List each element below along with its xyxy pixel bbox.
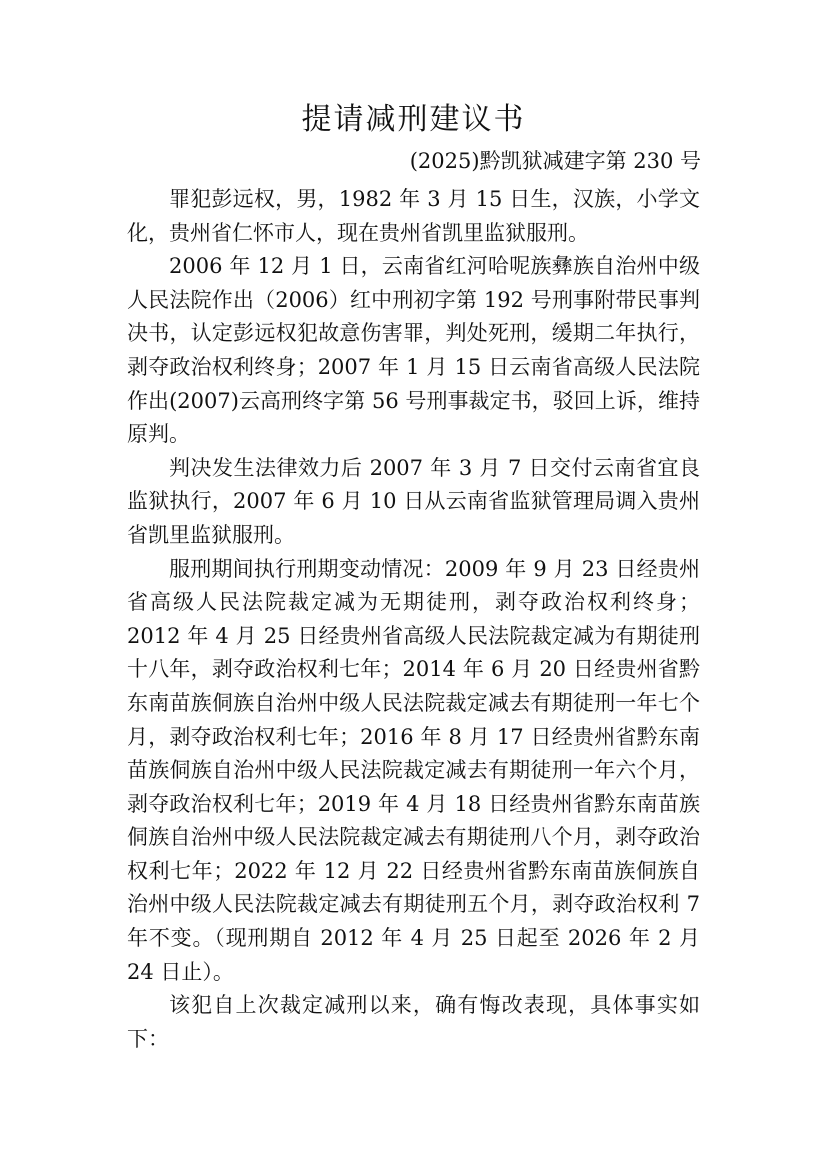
paragraph-facts-intro: 该犯自上次裁定减刑以来，确有悔改表现，具体事实如下： [127,993,700,1051]
paragraph-original-judgment: 2006 年 12 月 1 日，云南省红河哈呢族彝族自治州中级人民法院作出（2006）红中刑初字第 192 号刑事附带民事判决书，认定彭远权犯故意伤害罪，判处死刑，缓期二年执行，剥夺政治权利终身；2007 年 1 月 15 日云南省高级人民法院作出(2007)云高刑终字第 56 号刑事裁定书，驳回上诉，维持原判。 [127,254,700,447]
paragraph-offender-info: 罪犯彭远权，男，1982 年 3 月 15 日生，汉族，小学文化，贵州省仁怀市人，现在贵州省凯里监狱服刑。 [127,187,700,245]
paragraph-transfer: 判决发生法律效力后 2007 年 3 月 7 日交付云南省宜良监狱执行，2007 年 6 月 10 日从云南省监狱管理局调入贵州省凯里监狱服刑。 [127,455,700,547]
document-title: 提请减刑建议书 [301,102,526,137]
document-number: (2025)黔凯狱减建字第 230 号 [409,149,701,173]
document-body [127,183,700,1056]
paragraph-sentence-changes: 服刑期间执行刑期变动情况：2009 年 9 月 23 日经贵州省高级人民法院裁定减为无期徒刑，剥夺政治权利终身；2012 年 4 月 25 日经贵州省高级人民法院裁定减为有期徒刑十八年，剥夺政治权利七年；2014 年 6 月 20 日经贵州省黔东南苗族侗族自治州中级人民法院裁定减去有期徒刑一年七个月，剥夺政治权利七年；2016 年 8 月 17 日经贵州省黔东南苗族侗族自治州中级人民法院裁定减去有期徒刑一年六个月，剥夺政治权利七年；2019 年 4 月 18 日经贵州省黔东南苗族侗族自治州中级人民法院裁定减去有期徒刑八个月，剥夺政治权利七年；2022 年 12 月 22 日经贵州省黔东南苗族侗族自治州中级人民法院裁定减去有期徒刑五个月，剥夺政治权利 7 年不变。（现刑期自 2012 年 4 月 25 日起至 2026 年 2 月 24 日止）。 [127,556,700,984]
